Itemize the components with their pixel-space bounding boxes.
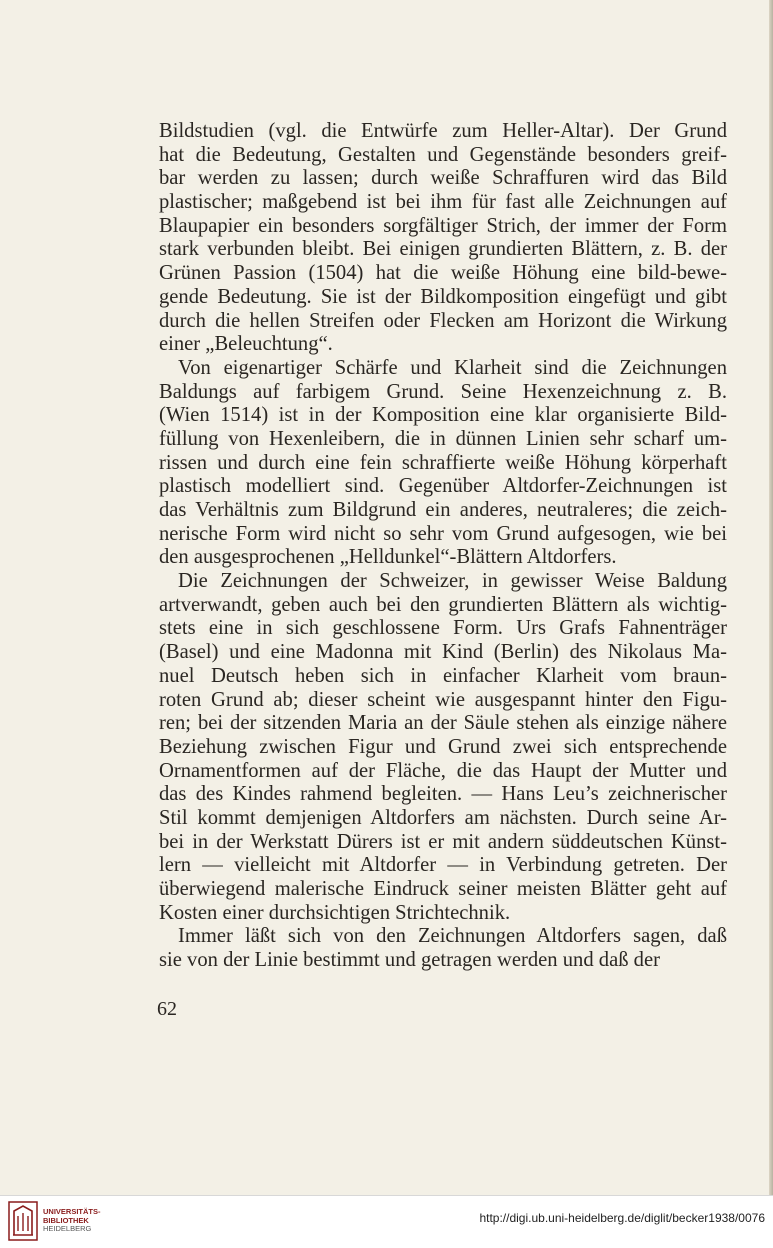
library-logo-text <box>43 1208 101 1234</box>
text-line: ren; bei der sitzenden Maria an der Säule stehen als einzige nähere <box>159 712 727 735</box>
text-line: bei in der Werkstatt Dürers ist er mit andern süddeutschen Künst- <box>159 830 727 853</box>
footer-bar <box>0 1195 773 1248</box>
text-line: Beziehung zwischen Figur und Grund zwei sich entsprechende <box>159 735 727 758</box>
text-line: rissen und durch eine fein schraffierte weiße Höhung körperhaft <box>159 451 727 474</box>
text-line: nuel Deutsch heben sich in einfacher Klarheit vom braun- <box>159 664 727 687</box>
text-line: Von eigenartiger Schärfe und Klarheit sind die Zeichnungen <box>178 356 727 379</box>
text-line: nerische Form wird nicht so sehr vom Grund aufgesogen, wie bei <box>159 522 727 545</box>
text-line: Kosten einer durchsichtigen Strichtechnik. <box>159 901 511 924</box>
logo-line-2: BIBLIOTHEK <box>43 1215 89 1225</box>
text-line: einer „Beleuchtung“. <box>159 333 333 356</box>
logo-line-1: UNIVERSITÄTS- <box>43 1207 101 1216</box>
text-line: artverwandt, geben auch bei den grundierten Blättern als wichtig- <box>159 593 727 616</box>
text-line: gende Bedeutung. Sie ist der Bildkomposition eingefügt und gibt <box>159 285 727 308</box>
text-line: roten Grund ab; dieser scheint wie ausgespannt hinter den Figu- <box>159 688 727 711</box>
text-line: durch die hellen Streifen oder Flecken am Horizont die Wirkung <box>159 309 727 332</box>
text-line: plastisch modelliert sind. Gegenüber Altdorfer-Zeichnungen ist <box>159 475 727 498</box>
permalink-url[interactable]: http://digi.ub.uni-heidelberg.de/diglit/becker1938/0076 <box>479 1211 765 1225</box>
text-line: (Basel) und eine Madonna mit Kind (Berlin) des Nikolaus Ma- <box>159 641 727 664</box>
heidelberg-library-logo-icon[interactable] <box>8 1201 38 1241</box>
text-line: Die Zeichnungen der Schweizer, in gewisser Weise Baldung <box>178 570 727 593</box>
logo-line-3: HEIDELBERG <box>43 1224 92 1233</box>
text-line: Bildstudien (vgl. die Entwürfe zum Heller-Altar). Der Grund <box>159 120 727 142</box>
text-line: sie von der Linie bestimmt und getragen werden und daß der <box>159 949 660 972</box>
text-line: Immer läßt sich von den Zeichnungen Altdorfers sagen, daß <box>178 925 727 948</box>
text-line: plastischer; maßgebend ist bei ihm für fast alle Zeichnungen auf <box>159 191 727 214</box>
body-text <box>159 120 727 973</box>
text-line: Stil kommt demjenigen Altdorfers am nächsten. Durch seine Ar- <box>159 806 727 829</box>
text-line: Blaupapier ein besonders sorgfältiger Strich, der immer der Form <box>159 214 727 237</box>
text-line: Baldungs auf farbigem Grund. Seine Hexenzeichnung z. B. <box>159 380 727 403</box>
text-line: bar werden zu lassen; durch weiße Schraffuren wird das Bild <box>159 167 727 190</box>
text-line: stets eine in sich geschlossene Form. Urs Grafs Fahnenträger <box>159 617 727 640</box>
text-line: Grünen Passion (1504) hat die weiße Höhung eine bild-bewe- <box>159 262 727 285</box>
page-number: 62 <box>157 998 177 1020</box>
text-line: (Wien 1514) ist in der Komposition eine klar organisierte Bild- <box>159 404 727 427</box>
page-edge <box>769 0 773 1195</box>
text-line: überwiegend malerische Eindruck seiner meisten Blätter geht auf <box>159 878 727 900</box>
text-line: stark verbunden bleibt. Bei einigen grundierten Blättern, z. B. der <box>159 238 727 261</box>
text-line: hat die Bedeutung, Gestalten und Gegenstände besonders greif- <box>159 143 727 166</box>
text-line: füllung von Hexenleibern, die in dünnen Linien sehr scharf um- <box>159 427 727 450</box>
text-line: das des Kindes rahmend begleiten. — Hans Leu’s zeichnerischer <box>159 783 727 806</box>
text-line: Ornamentformen auf der Fläche, die das Haupt der Mutter und <box>159 759 727 782</box>
text-line: den ausgesprochenen „Helldunkel“-Blättern Altdorfers. <box>159 546 617 569</box>
text-line: das Verhältnis zum Bildgrund ein anderes, neutraleres; die zeich- <box>159 499 727 521</box>
text-line: lern — vielleicht mit Altdorfer — in Verbindung getreten. Der <box>159 854 727 877</box>
